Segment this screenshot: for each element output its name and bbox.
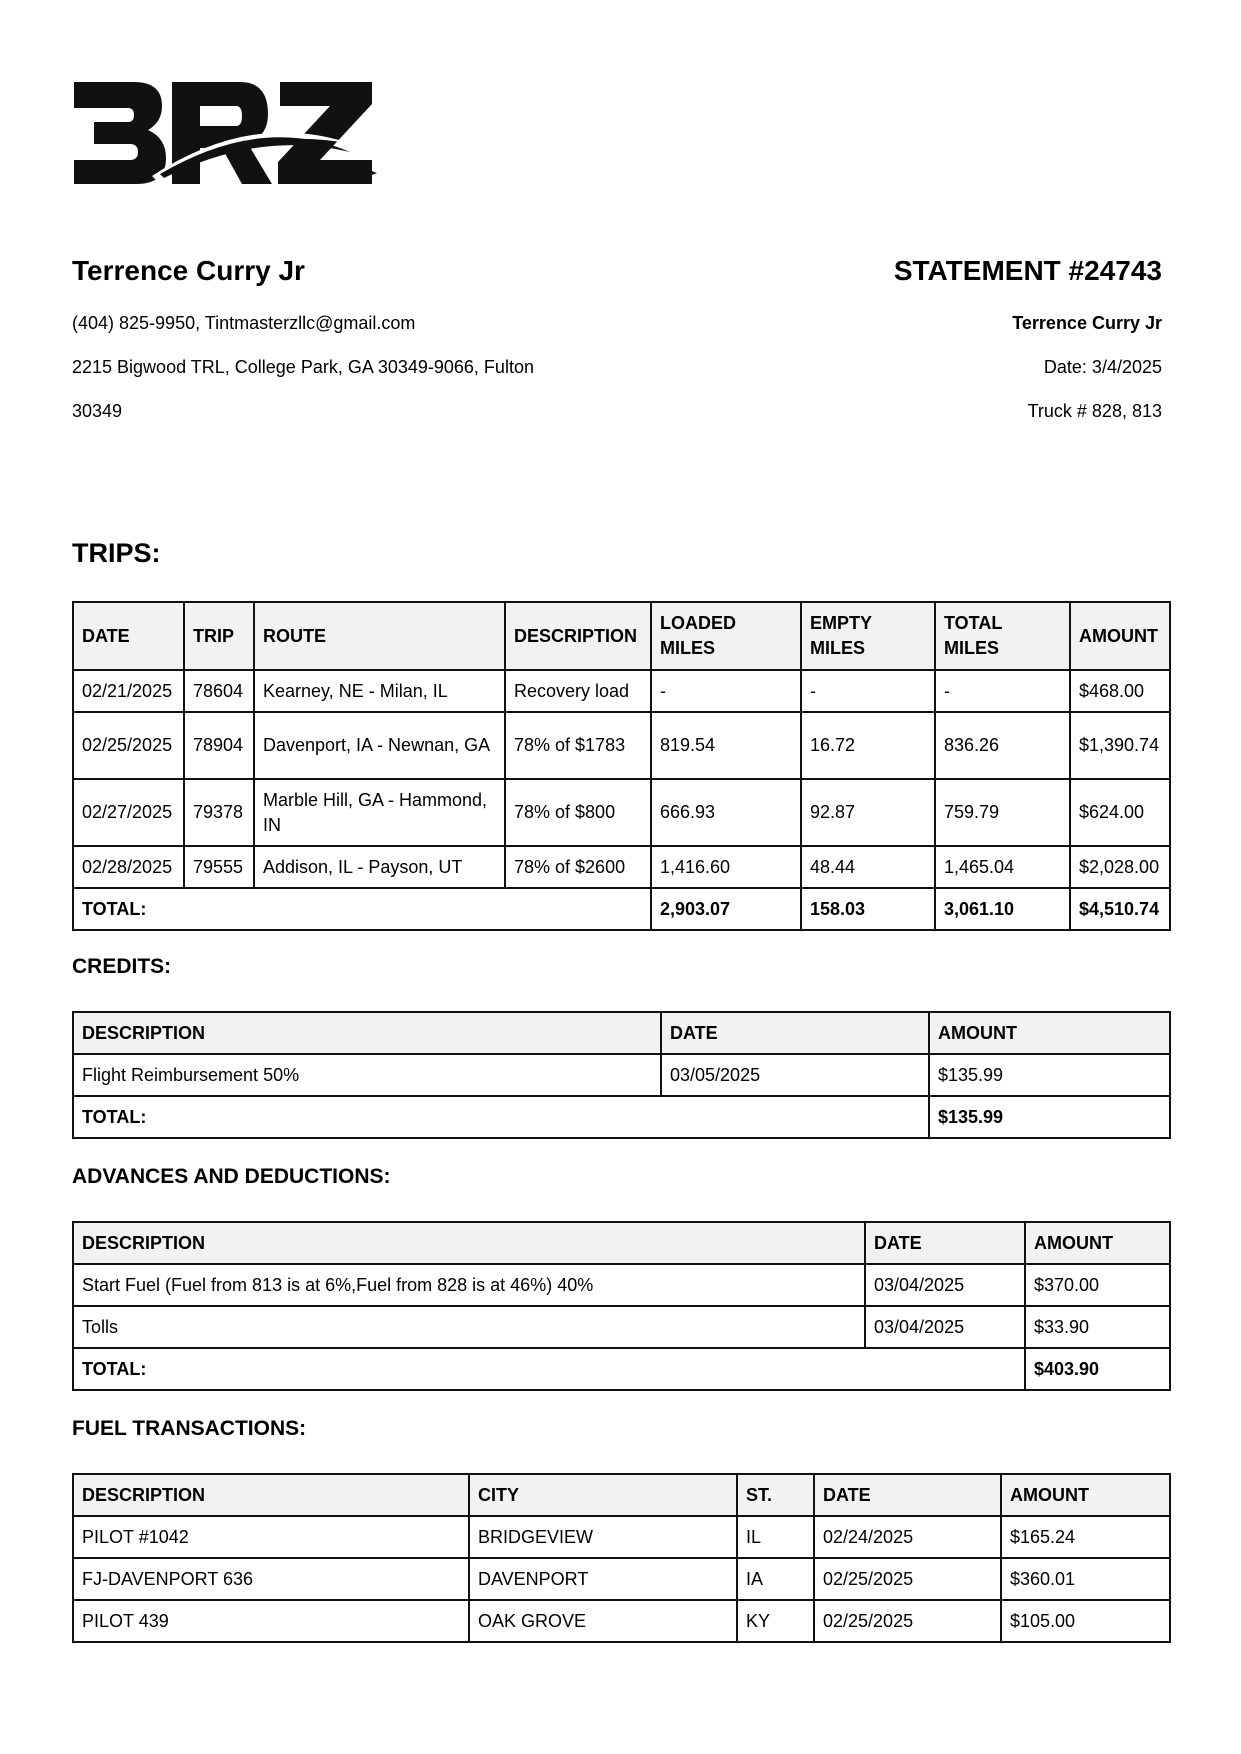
credits-table [72,1011,1171,1139]
truck-numbers: Truck # 828, 813 [1027,401,1162,421]
credits-header-description: DESCRIPTION [73,1012,661,1054]
trips-header-trip: TRIP [184,602,254,670]
table-row [73,670,1170,712]
credit-description: Flight Reimbursement 50% [73,1054,661,1096]
fuel-state: IL [737,1516,814,1558]
fuel-header-date: DATE [814,1474,1001,1516]
credits-header-amount: AMOUNT [929,1012,1170,1054]
fuel-state: IA [737,1558,814,1600]
table-row [73,779,1170,846]
trip-total-miles: 836.26 [935,712,1070,779]
fuel-date: 02/25/2025 [814,1558,1001,1600]
advance-amount: $370.00 [1025,1264,1170,1306]
trip-amount: $468.00 [1070,670,1170,712]
trip-route: Davenport, IA - Newnan, GA [254,712,505,779]
trip-number: 79378 [184,779,254,846]
trips-header-loaded-miles: LOADED MILES [651,602,801,670]
driver-name: Terrence Curry Jr [72,255,305,286]
table-row [73,1600,1170,1642]
fuel-city: DAVENPORT [469,1558,737,1600]
fuel-date: 02/25/2025 [814,1600,1001,1642]
trip-amount: $1,390.74 [1070,712,1170,779]
trip-description: Recovery load [505,670,651,712]
fuel-amount: $105.00 [1001,1600,1170,1642]
trip-route: Marble Hill, GA - Hammond, IN [254,779,505,846]
fuel-date: 02/24/2025 [814,1516,1001,1558]
trips-header-empty-miles: EMPTY MILES [801,602,935,670]
trip-number: 79555 [184,846,254,888]
trips-header-amount: AMOUNT [1070,602,1170,670]
advance-description: Tolls [73,1306,865,1348]
advances-heading: ADVANCES AND DEDUCTIONS: [72,1165,391,1188]
advances-total-label: TOTAL: [73,1348,1025,1390]
trip-loaded-miles: 819.54 [651,712,801,779]
credits-total-label: TOTAL: [73,1096,929,1138]
trip-date: 02/27/2025 [73,779,184,846]
advances-total-amount: $403.90 [1025,1348,1170,1390]
trip-amount: $624.00 [1070,779,1170,846]
fuel-city: OAK GROVE [469,1600,737,1642]
trip-number: 78904 [184,712,254,779]
driver-address-line1: 2215 Bigwood TRL, College Park, GA 30349-9066, Fulton [72,357,534,377]
trips-heading: TRIPS: [72,538,161,568]
trip-description: 78% of $2600 [505,846,651,888]
advances-header-date: DATE [865,1222,1025,1264]
credits-header-row [73,1012,1170,1054]
trips-total-miles: 3,061.10 [935,888,1070,930]
trip-empty-miles: 92.87 [801,779,935,846]
fuel-city: BRIDGEVIEW [469,1516,737,1558]
trip-route: Kearney, NE - Milan, IL [254,670,505,712]
advance-amount: $33.90 [1025,1306,1170,1348]
credit-amount: $135.99 [929,1054,1170,1096]
table-row [73,712,1170,779]
trip-empty-miles: 48.44 [801,846,935,888]
trip-date: 02/28/2025 [73,846,184,888]
trip-loaded-miles: 666.93 [651,779,801,846]
trip-description: 78% of $1783 [505,712,651,779]
fuel-header-city: CITY [469,1474,737,1516]
fuel-description: PILOT 439 [73,1600,469,1642]
table-row [73,1306,1170,1348]
credit-date: 03/05/2025 [661,1054,929,1096]
trip-empty-miles: 16.72 [801,712,935,779]
trips-total-amount: $4,510.74 [1070,888,1170,930]
fuel-heading: FUEL TRANSACTIONS: [72,1417,307,1440]
advance-date: 03/04/2025 [865,1264,1025,1306]
advances-header-description: DESCRIPTION [73,1222,865,1264]
trip-total-miles: - [935,670,1070,712]
trips-table [72,601,1171,931]
table-row [73,1516,1170,1558]
trips-header-description: DESCRIPTION [505,602,651,670]
statement-title: STATEMENT #24743 [893,255,1162,286]
table-row [73,1054,1170,1096]
trip-total-miles: 1,465.04 [935,846,1070,888]
trip-total-miles: 759.79 [935,779,1070,846]
trips-header-date: DATE [73,602,184,670]
fuel-header-amount: AMOUNT [1001,1474,1170,1516]
fuel-table [72,1473,1171,1643]
trips-header-row [73,602,1170,670]
driver-contact: (404) 825-9950, Tintmasterzllc@gmail.com [72,313,416,333]
fuel-header-description: DESCRIPTION [73,1474,469,1516]
trip-date: 02/21/2025 [73,670,184,712]
driver-address-line2: 30349 [72,401,123,421]
table-row [73,846,1170,888]
trip-empty-miles: - [801,670,935,712]
fuel-state: KY [737,1600,814,1642]
trip-loaded-miles: - [651,670,801,712]
trips-total-row [73,888,1170,930]
trips-header-route: ROUTE [254,602,505,670]
trips-total-empty: 158.03 [801,888,935,930]
fuel-header-row [73,1474,1170,1516]
trip-date: 02/25/2025 [73,712,184,779]
fuel-description: PILOT #1042 [73,1516,469,1558]
trips-header-total-miles: TOTAL MILES [935,602,1070,670]
advances-total-row [73,1348,1170,1390]
fuel-amount: $360.01 [1001,1558,1170,1600]
trip-amount: $2,028.00 [1070,846,1170,888]
trips-total-loaded: 2,903.07 [651,888,801,930]
credits-heading: CREDITS: [72,955,172,978]
company-logo [72,80,382,190]
table-row [73,1558,1170,1600]
bill-to-name: Terrence Curry Jr [1012,313,1162,333]
trips-total-label: TOTAL: [73,888,651,930]
advances-header-amount: AMOUNT [1025,1222,1170,1264]
fuel-description: FJ-DAVENPORT 636 [73,1558,469,1600]
trip-number: 78604 [184,670,254,712]
fuel-header-state: ST. [737,1474,814,1516]
credits-total-row [73,1096,1170,1138]
advances-table [72,1221,1171,1391]
trip-loaded-miles: 1,416.60 [651,846,801,888]
trip-route: Addison, IL - Payson, UT [254,846,505,888]
credits-total-amount: $135.99 [929,1096,1170,1138]
advance-description: Start Fuel (Fuel from 813 is at 6%,Fuel from 828 is at 46%) 40% [73,1264,865,1306]
advances-header-row [73,1222,1170,1264]
credits-header-date: DATE [661,1012,929,1054]
trip-description: 78% of $800 [505,779,651,846]
fuel-amount: $165.24 [1001,1516,1170,1558]
statement-date: Date: 3/4/2025 [1043,357,1162,377]
table-row [73,1264,1170,1306]
advance-date: 03/04/2025 [865,1306,1025,1348]
